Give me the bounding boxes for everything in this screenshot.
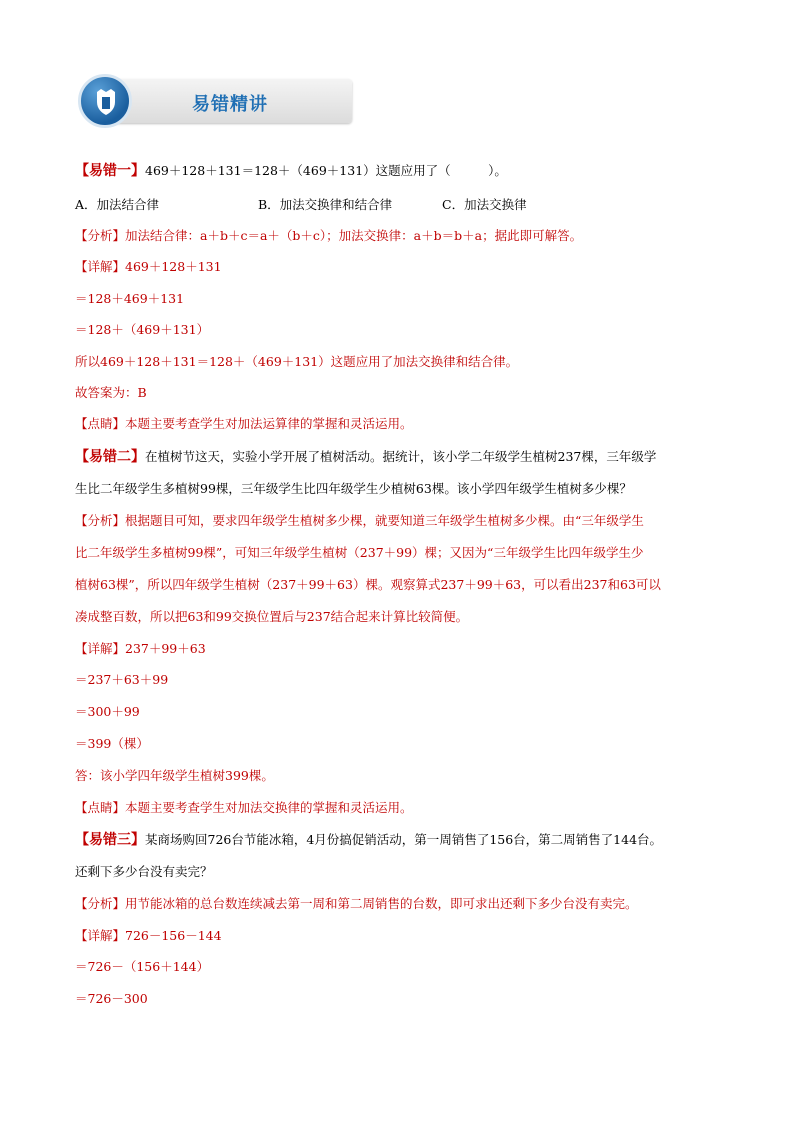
q3-analysis: 【分析】用节能冰箱的总台数连续减去第一周和第二周销售的台数，即可求出还剩下多少台没有卖完。: [75, 896, 638, 911]
q1-conclusion: 所以469＋128＋131＝128＋（469＋131）这题应用了加法交换律和结合律。: [75, 354, 519, 369]
q3-stem: 某商场购回726台节能冰箱，4月份搞促销活动，第一周销售了156台，第二周销售了144台。: [145, 832, 663, 847]
q1-tag: 【易错一】: [75, 163, 145, 179]
q2-stem: 在植树节这天，实验小学开展了植树活动。据统计，该小学二年级学生植树237棵，三年级学: [145, 449, 657, 464]
q1-comment: 【点睛】本题主要考查学生对加法运算律的掌握和灵活运用。: [75, 416, 413, 431]
q2-detail-line: ＝237＋63＋99: [75, 672, 169, 687]
q2-stem-line: 生比二年级学生多植树99棵，三年级学生比四年级学生少植树63棵。该小学四年级学生植树多少棵？: [75, 481, 632, 496]
q2-detail-line: ＝300＋99: [75, 704, 140, 719]
page-title: 易错精讲: [192, 94, 268, 115]
q2-detail-line: ＝399（棵）: [75, 736, 149, 751]
q2-tag: 【易错二】: [75, 449, 145, 465]
q1-option-c: C．加法交换律: [442, 197, 527, 212]
q3-stem-line: 还剩下多少台没有卖完？: [75, 864, 213, 879]
shield-icon: [94, 88, 118, 116]
q3-detail-line: ＝726－300: [75, 991, 148, 1006]
section-banner: [74, 74, 352, 128]
q1-stem: 469＋128＋131＝128＋（469＋131）这题应用了（ ）。: [145, 163, 507, 178]
q1-detail-line: 【详解】469＋128＋131: [75, 259, 222, 274]
q2-analysis: 比二年级学生多植树99棵”，可知三年级学生植树（237＋99）棵；又因为“三年级学生比四年级学生少: [75, 545, 644, 560]
q1-detail-line: ＝128＋469＋131: [75, 291, 185, 306]
q1-option-a: A．加法结合律: [75, 197, 160, 212]
q2-analysis: 凑成整百数，所以把63和99交换位置后与237结合起来计算比较简便。: [75, 609, 469, 624]
q2-comment: 【点睛】本题主要考查学生对加法交换律的掌握和灵活运用。: [75, 800, 413, 815]
q1-analysis: 【分析】加法结合律：a＋b＋c＝a＋（b＋c）；加法交换律：a＋b＝b＋a；据此即可解答。: [75, 228, 583, 243]
q3-tag: 【易错三】: [75, 832, 145, 848]
shield-badge: [78, 74, 132, 128]
q1-detail-line: ＝128＋（469＋131）: [75, 322, 210, 337]
q1-option-b: B．加法交换律和结合律: [258, 197, 393, 212]
q3-detail-line: 【详解】726－156－144: [75, 928, 222, 943]
q2-analysis: 植树63棵”，所以四年级学生植树（237＋99＋63）棵。观察算式237＋99＋63，可以看出237和63可以: [75, 577, 661, 592]
q3-detail-line: ＝726－（156＋144）: [75, 959, 210, 974]
q1-stem-line: [75, 163, 507, 179]
q2-answer: 答：该小学四年级学生植树399棵。: [75, 768, 274, 783]
q2-detail-line: 【详解】237＋99＋63: [75, 641, 206, 656]
q3-stem-line: [75, 832, 662, 848]
q2-stem-line: [75, 449, 656, 465]
q1-answer: 故答案为：B: [75, 385, 147, 400]
q2-analysis: 【分析】根据题目可知，要求四年级学生植树多少棵，就要知道三年级学生植树多少棵。由“三年级学生: [75, 513, 644, 528]
